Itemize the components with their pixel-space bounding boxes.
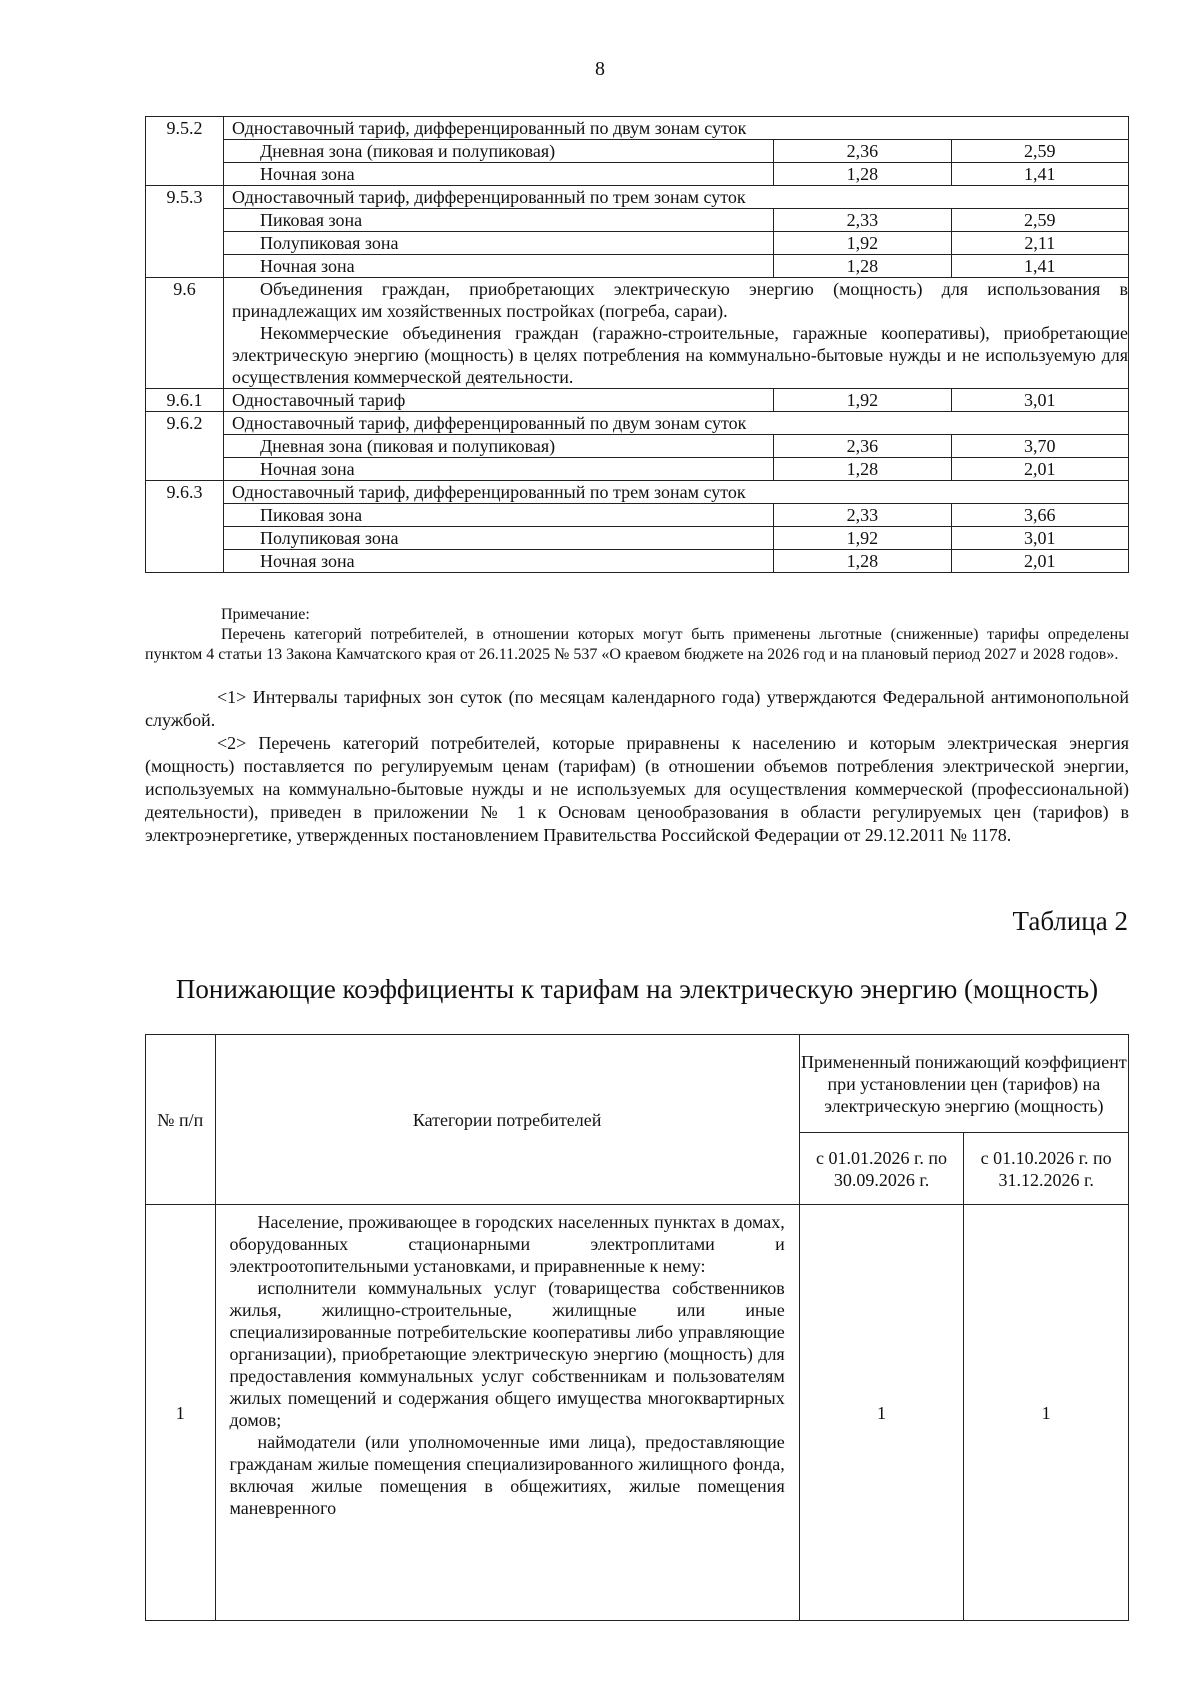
row-number: 9.5.2 [146,117,224,186]
tariff-value: 2,36 [774,140,951,163]
table-row [146,1205,1129,1621]
table-row [146,117,1129,140]
header-category: Категории потребителей [215,1035,799,1205]
row-title: Одноставочный тариф, дифференцированный по двум зонам суток [223,117,1128,140]
table-row [146,481,1129,504]
zone-label: Полупиковая зона [223,232,773,255]
category-description [223,278,1128,389]
tariff-value: 2,01 [951,550,1128,573]
row-title: Одноставочный тариф, дифференцированный по трем зонам суток [223,481,1128,504]
row-title: Одноставочный тариф [223,389,773,412]
table-row [146,255,1129,278]
table-label: Таблица 2 [1012,906,1128,936]
zone-label: Ночная зона [223,163,773,186]
tariff-value: 2,36 [774,435,951,458]
row-number: 9.6.2 [146,412,224,481]
tariff-value: 1,41 [951,163,1128,186]
table-row [146,209,1129,232]
table-row [146,527,1129,550]
zone-label: Дневная зона (пиковая и полупиковая) [223,435,773,458]
tariff-value: 2,33 [774,504,951,527]
zone-label: Ночная зона [223,255,773,278]
page-number: 8 [595,58,605,80]
tariff-value: 1,92 [774,389,951,412]
table-row [146,412,1129,435]
zone-label: Ночная зона [223,458,773,481]
category-description [215,1205,799,1621]
category-text: Объединения граждан, приобретающих электрическую энергию (мощность) для использования в принадлежащих им хозяйственных постройках (погреба, сараи). [231,279,1128,321]
footnote-1: <1> Интервалы тарифных зон суток (по месяцам календарного года) утверждаются Федеральной антимонопольной службой. [145,687,1129,730]
row-title: Одноставочный тариф, дифференцированный по двум зонам суток [223,412,1128,435]
table-row [146,186,1129,209]
category-text: исполнители коммунальных услуг (товарищества собственников жилья, жилищно-строительные, жилищные или иные специализированные потребительские кооперативы либо управляющие организации), приобретающие электрическую энергию (мощность) для предоставления коммунальных услуг собственникам и пользователям жилых помещений и содержания общего имущества многоквартирных домов; [229,1278,785,1430]
table-title: Понижающие коэффициенты к тарифам на электрическую энергию (мощность) [175,974,1099,1004]
tariff-value: 2,59 [951,140,1128,163]
row-number: 1 [146,1205,216,1621]
tariff-value: 1,92 [774,232,951,255]
table-row [146,550,1129,573]
table-row [146,458,1129,481]
tariff-value: 1,28 [774,255,951,278]
row-title: Одноставочный тариф, дифференцированный по трем зонам суток [223,186,1128,209]
zone-label: Пиковая зона [223,209,773,232]
table-row [146,140,1129,163]
category-text: наймодатели (или уполномоченные ими лица), предоставляющие гражданам жилые помещения специализированного жилищного фонда, включая жилые помещения в общежитиях, жилые помещения маневренного [229,1432,785,1518]
zone-label: Дневная зона (пиковая и полупиковая) [223,140,773,163]
header-num: № п/п [146,1035,216,1205]
table-row [146,504,1129,527]
coefficient-value: 1 [964,1205,1129,1621]
coefficients-table [145,1034,1129,1621]
table-row [146,278,1129,389]
tariff-table [145,116,1129,573]
footnote-2: <2> Перечень категорий потребителей, которые приравнены к населению и которым электрическая энергия (мощность) поставляется по регулируемым ценам (тарифам) (в отношении объемов потребления электрической энергии, используемых на коммунально-бытовые нужды и не используемых для осуществления коммерческой (профессиональной) деятельности), приведен в приложении № 1 к Основам ценообразования в области регулируемых цен (тарифов) в электроэнергетике, утвержденных постановлением Правительства Российской Федерации от 29.12.2011 № 1178. [145,733,1129,845]
table-header-row [146,1035,1129,1133]
tariff-value: 1,41 [951,255,1128,278]
tariff-value: 1,28 [774,163,951,186]
zone-label: Ночная зона [223,550,773,573]
notes-footnotes [145,686,1129,847]
tariff-value: 2,33 [774,209,951,232]
table-row [146,232,1129,255]
tariff-value: 2,59 [951,209,1128,232]
header-coefficient: Примененный понижающий коэффициент при установлении цен (тарифов) на электрическую энергию (мощность) [799,1035,1128,1133]
row-number: 9.6.1 [146,389,224,412]
notes-small [145,605,1129,665]
coefficient-value: 1 [799,1205,964,1621]
table-row [146,389,1129,412]
zone-label: Полупиковая зона [223,527,773,550]
table-row [146,435,1129,458]
tariff-value: 3,01 [951,527,1128,550]
row-number: 9.6 [146,278,224,389]
header-period-1: с 01.01.2026 г. по 30.09.2026 г. [799,1133,964,1205]
tariff-value: 1,28 [774,550,951,573]
tariff-value: 2,11 [951,232,1128,255]
table-row [146,163,1129,186]
category-text: Некоммерческие объединения граждан (гаражно-строительные, гаражные кооперативы), приобретающие электрическую энергию (мощность) в целях потребления на коммунально-бытовые нужды и не используемую для осуществления коммерческой деятельности. [231,323,1128,387]
note-paragraph: Перечень категорий потребителей, в отношении которых могут быть применены льготные (сниженные) тарифы определены пунктом 4 статьи 13 Закона Камчатского края от 26.11.2025 № 537 «О краевом бюджете на 2026 год и на плановый период 2027 и 2028 годов». [145,626,1129,663]
notes-heading: Примечание: [221,606,310,623]
tariff-value: 1,92 [774,527,951,550]
header-period-2: с 01.10.2026 г. по 31.12.2026 г. [964,1133,1129,1205]
tariff-value: 3,66 [951,504,1128,527]
tariff-value: 3,70 [951,435,1128,458]
tariff-value: 2,01 [951,458,1128,481]
row-number: 9.6.3 [146,481,224,573]
category-text: Население, проживающее в городских населенных пунктах в домах, оборудованных стационарными электроплитами и электроотопительными установками, и приравненные к нему: [229,1212,785,1276]
tariff-value: 1,28 [774,458,951,481]
zone-label: Пиковая зона [223,504,773,527]
row-number: 9.5.3 [146,186,224,278]
tariff-value: 3,01 [951,389,1128,412]
